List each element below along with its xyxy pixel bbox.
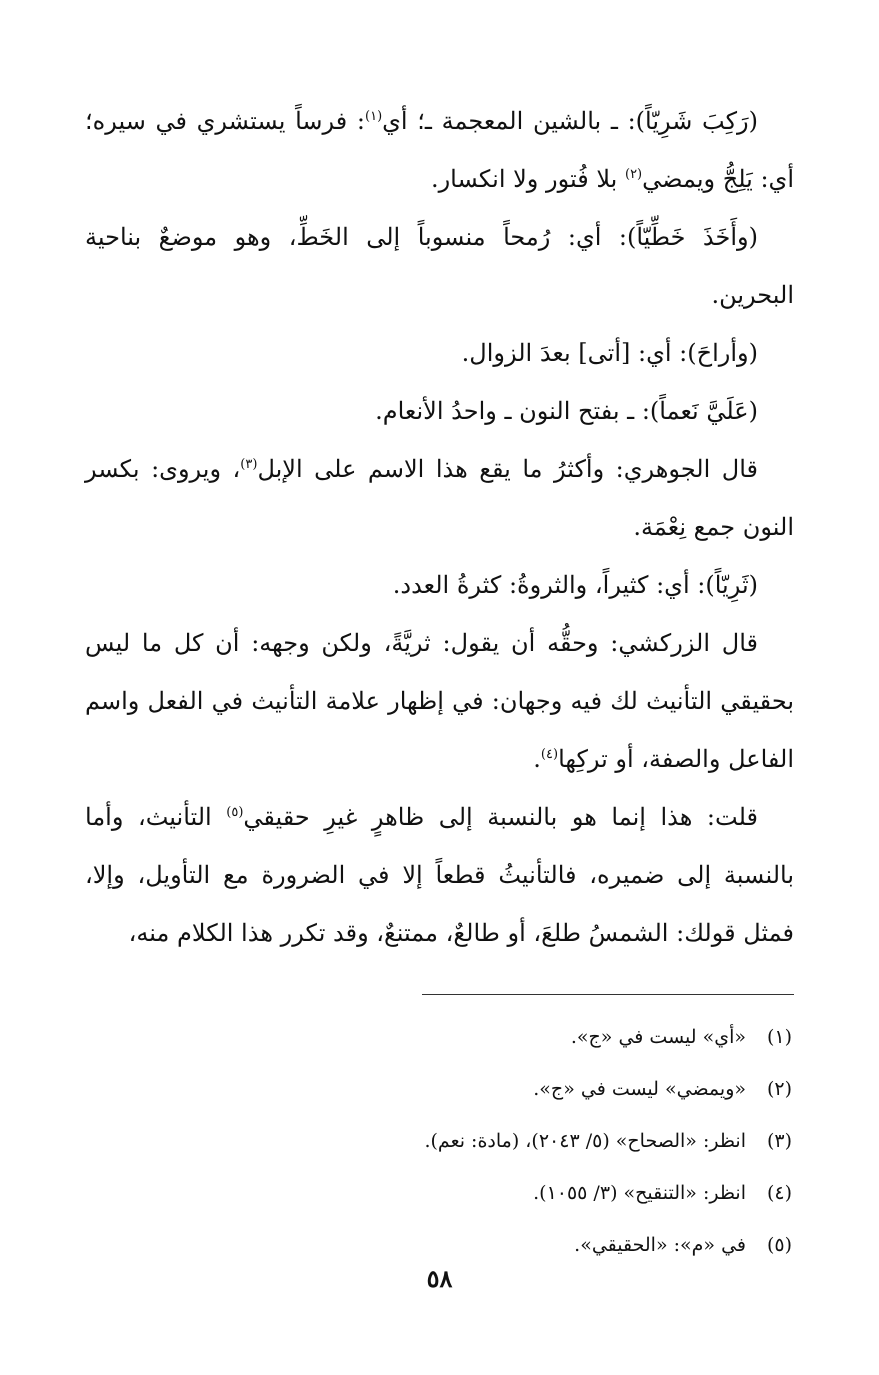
paragraph-2: (وأَخَذَ خَطِّيّاً): أي: رُمحاً منسوباً إلى الخَطِّ، وهو موضعٌ بناحية البحرين. bbox=[85, 223, 794, 309]
footnote-3 bbox=[85, 1115, 792, 1167]
paragraph-5: قال الجوهري: وأكثرُ ما يقع هذا الاسم على الإبل$^{(٣)}$، ويروى: بكسر النون جمع نِعْمَة. bbox=[85, 455, 794, 541]
footnote-text: انظر: «التنقيح» (٣/ ١٠٥٥). bbox=[533, 1182, 746, 1204]
footnote-ref-4[interactable]: (٤) bbox=[540, 747, 559, 762]
footnote-4 bbox=[85, 1167, 792, 1219]
main-text bbox=[85, 92, 794, 962]
paragraph-8: قلت: هذا إنما هو بالنسبة إلى ظاهرٍ غيرِ حقيقي$^{(٥)}$ التأنيث، وأما بالنسبة إلى ضميره، فالتأنيثُ قطعاً إلا في الضرورة مع التأويل، وإلا، فمثل قولك: الشمسُ طلعَ، أو طالعٌ، ممتنعٌ، وقد تكرر هذا الكلام منه، bbox=[85, 803, 794, 947]
footnote-ref-5[interactable]: (٥) bbox=[226, 805, 244, 820]
page-number: ٥٨ bbox=[426, 1264, 453, 1293]
footnote-text: انظر: «الصحاح» (٥/ ٢٠٤٣)، (مادة: نعم). bbox=[424, 1130, 746, 1152]
footnotes bbox=[85, 1011, 794, 1271]
paragraph-4: (عَلَيَّ نَعماً): ـ بفتح النون ـ واحدُ الأنعام. bbox=[375, 397, 758, 425]
footnote-text: «ويمضي» ليست في «ج». bbox=[533, 1078, 746, 1100]
footnote-ref-1[interactable]: (١) bbox=[365, 109, 383, 124]
footnote-1 bbox=[85, 1011, 792, 1063]
footnote-number: (٥) bbox=[766, 1234, 792, 1256]
paragraph-7: قال الزركشي: وحقُّه أن يقول: ثريَّةً، ولكن وجهه: أن كل ما ليس بحقيقي التأنيث لك فيه وجهان: في إظهار علامة التأنيث في الفعل واسم الفاعل والصفة، أو تركِها$^{(٤)}$. bbox=[85, 629, 794, 773]
footnote-ref-2[interactable]: (٢) bbox=[624, 167, 643, 182]
footnote-2 bbox=[85, 1063, 792, 1115]
footnote-text: «أي» ليست في «ج». bbox=[570, 1026, 746, 1048]
footnote-text: في «م»: «الحقيقي». bbox=[574, 1234, 746, 1256]
paragraph-3: (وأراحَ): أي: [أتى] بعدَ الزوال. bbox=[461, 339, 758, 367]
footnote-number: (٢) bbox=[766, 1078, 792, 1100]
paragraph-6: (ثَرِيّاً): أي: كثيراً، والثروةُ: كثرةُ العدد. bbox=[392, 571, 758, 599]
footnote-ref-3[interactable]: (٣) bbox=[240, 457, 258, 472]
footnote-separator bbox=[422, 994, 794, 995]
footnote-number: (٤) bbox=[766, 1182, 792, 1204]
footnote-number: (٣) bbox=[766, 1130, 792, 1152]
paragraph-1: (رَكِبَ شَرِيّاً): ـ بالشين المعجمة ـ؛ أي$^{(١)}$: فرساً يستشري في سيره؛ أي: يَلِجُّ ويمضي$^{(٢)}$ بلا فُتور ولا انكسار. bbox=[85, 107, 794, 193]
footnote-number: (١) bbox=[766, 1026, 792, 1048]
